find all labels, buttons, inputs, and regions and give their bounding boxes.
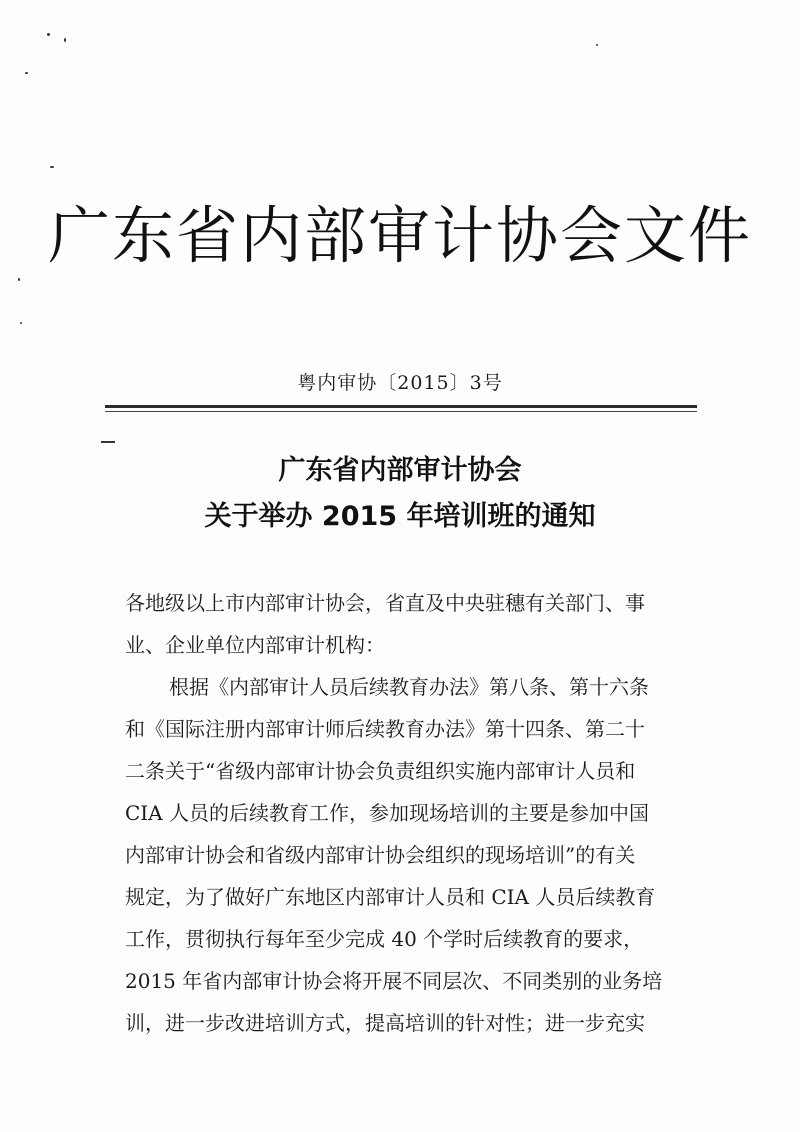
issuer-header-title: 广东省内部审计协会文件	[47, 199, 752, 272]
body-line: 2015 年省内部审计协会将开展不同层次、不同类别的业务培	[125, 969, 663, 993]
notice-body	[125, 582, 695, 1044]
scan-speck	[64, 38, 66, 42]
header-divider-thick	[105, 405, 697, 408]
notice-title-line1: 广东省内部审计协会	[278, 455, 522, 486]
scan-speck	[20, 322, 22, 324]
body-line: 训，进一步改进培训方式，提高培训的针对性；进一步充实	[125, 1011, 645, 1035]
body-line: 各地级以上市内部审计协会，省直及中央驻穗有关部门、事	[125, 591, 645, 615]
notice-title-line2: 关于举办 2015 年培训班的通知	[204, 501, 596, 532]
header-divider-thin	[105, 411, 697, 412]
body-line: CIA 人员的后续教育工作，参加现场培训的主要是参加中国	[125, 801, 650, 825]
body-line: 规定，为了做好广东地区内部审计人员和 CIA 人员后续教育	[125, 885, 656, 909]
body-line: 二条关于“省级内部审计协会负责组织实施内部审计人员和	[125, 759, 636, 783]
scan-speck	[18, 278, 20, 281]
scan-speck	[25, 72, 28, 74]
body-line: 内部审计协会和省级内部审计协会组织的现场培训”的有关	[125, 843, 636, 867]
body-line: 和《国际注册内部审计师后续教育办法》第十四条、第二十	[125, 717, 645, 741]
body-line: 根据《内部审计人员后续教育办法》第八条、第十六条	[169, 675, 649, 699]
body-line: 业、企业单位内部审计机构：	[125, 633, 385, 657]
body-line: 工作，贯彻执行每年至少完成 40 个学时后续教育的要求，	[125, 927, 644, 951]
margin-dash-mark	[101, 441, 115, 443]
document-number: 粤内审协〔2015〕3号	[297, 372, 503, 394]
scan-speck	[596, 44, 598, 46]
scan-speck	[50, 166, 54, 168]
scan-speck	[47, 33, 50, 36]
